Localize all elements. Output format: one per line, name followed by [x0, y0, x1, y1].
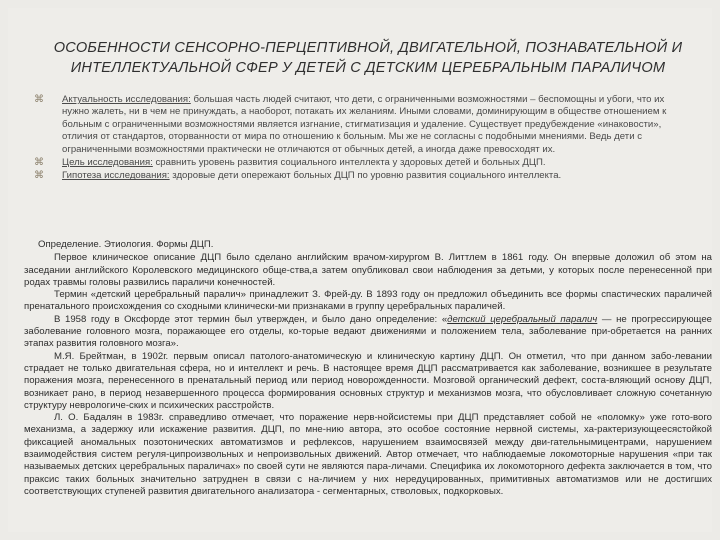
bullet-relevance — [34, 94, 682, 156]
bullet-list — [34, 94, 682, 184]
bullet-text: сравнить уровень развития социального интеллекта у здоровых детей и больных ДЦП. — [152, 157, 546, 169]
bullet-label: Актуальность исследования: — [62, 94, 191, 105]
bullet-goal — [34, 157, 682, 169]
bullet-label: Гипотеза исследования: — [62, 170, 170, 182]
x-mark-icon: ⌘ — [34, 170, 44, 182]
paragraph-oxford-term: детский церебральный паралич — [447, 313, 598, 325]
paragraph-oxford-after: — не прогрессирующее заболевание головного мозга, поражающее его отделы, ко-торые ведают движениями и положением тела, заболевание при-обретается на ранних этапах развития головного мозга». — [24, 313, 713, 350]
bullet-label: Цель исследования: — [62, 157, 153, 169]
slide-title: ОСОБЕННОСТИ СЕНСОРНО-ПЕРЦЕПТИВНОЙ, ДВИГАТЕЛЬНОЙ, ПОЗНАВАТЕЛЬНОЙ И ИНТЕЛЛЕКТУАЛЬНОЙ СФЕР У ДЕТЕЙ С ДЕТСКИМ ЦЕРЕБРАЛЬНЫМ ПАРАЛИЧОМ — [53, 40, 683, 76]
bullet-hypothesis — [34, 170, 682, 182]
paragraph-oxford-before: В 1958 году в Оксфорде этот термин был утвержден, и было дано определение: « — [54, 313, 448, 325]
body-text — [24, 239, 712, 498]
x-mark-icon: ⌘ — [34, 94, 44, 105]
paragraph-badalyan: Л. О. Бадалян в 1983г. справедливо отмечает, что поражение нерв-нойсистемы при ДЦП представляет собой не «поломку» уже гото-вого механизма, а задержку или искажение развития. ДЦП, по мне-нию автора, это особое состояние нервной системы, ха-рактеризующеесястойкой фиксацией аномальных позотонических автоматизмов и рефлексов, нарушением взаимосвязей между дви-гательнымицентрами, нарушением взаимодействия систем регуля-ципроизвольных и непроизвольных движений. Автор отмечает, что наблюдаемые локомоторные нарушения «при так называемых детских церебральных параличах» по своей сути не являются пара-личами. Специфика их локомоторного дефекта заключается в том, что праксис таких больных значительно затруднен в связи с на-личием у них нередуцированных, примитивных автоматизмов или не достигших соответствующих ступеней развития двигательного анализатора - сегментарных, стволовых, подкорковых. — [24, 412, 712, 497]
bullet-text: здоровые дети опережают больных ДЦП по уровню развития социального интеллекта. — [169, 170, 562, 182]
x-mark-icon: ⌘ — [34, 157, 44, 169]
section-heading: Определение. Этиология. Формы ДЦП. — [38, 239, 214, 250]
paragraph-little: Первое клиническое описание ДЦП было сделано английским врачом-хирургом В. Литтлем в 1861 году. Он впервые доложил об этом на заседании английского Королевского медицинского обще-ства,а затем опубликовал свои наблюдения за детьми, у которых после перенесенной при родах травмы головы развились параличи конечностей. — [24, 252, 712, 288]
bullet-text: большая часть людей считают, что дети, с ограниченными возможностями – беспомощны и убоги, что их нужно жалеть, ни в чем не принуждать, а наоборот, потакать их желаниям. Иными словами, доминирующим в обществе отношением к больным с ограниченными возможностями является изгнание, стигматизация и удаление. Существует предубеждение «инаковости», отличия от стандартов, оторванности от мира по отношению к больным. Мы же не согласны с подобными мнениями. Ведь дети с ограниченными возможностями практически не отличаются от обычных детей, а иногда даже превосходят их. — [62, 94, 667, 155]
paragraph-breitman: М.Я. Брейтман, в 1902г. первым описал патолого-анатомическую и клиническую картину ДЦП. Он отметил, что при данном забо-левании страдает не только двигательная сфера, но и интеллект и речь. В настоящее время ДЦП рассматривается как заболевание, возникшее в результате поражения мозга, перенесенного в пренатальный период или период новорожденности. Мозговой органический дефект, соста-вляющий основу ДЦП, возникает рано, в период незавершенного процесса формирования основных структур и механизмов мозга, что обусловливает сложную сочетанную структуру неврологиче-ских и психических расстройств. — [24, 350, 712, 411]
paragraph-freud: Термин «детский церебральный паралич» принадлежит З. Фрей-ду. В 1893 году он предложил объединить все формы спастических параличей пренатального происхождения со сходными клинически-ми признаками в группу церебральных параличей. — [24, 289, 712, 313]
paragraph-oxford — [24, 314, 712, 351]
